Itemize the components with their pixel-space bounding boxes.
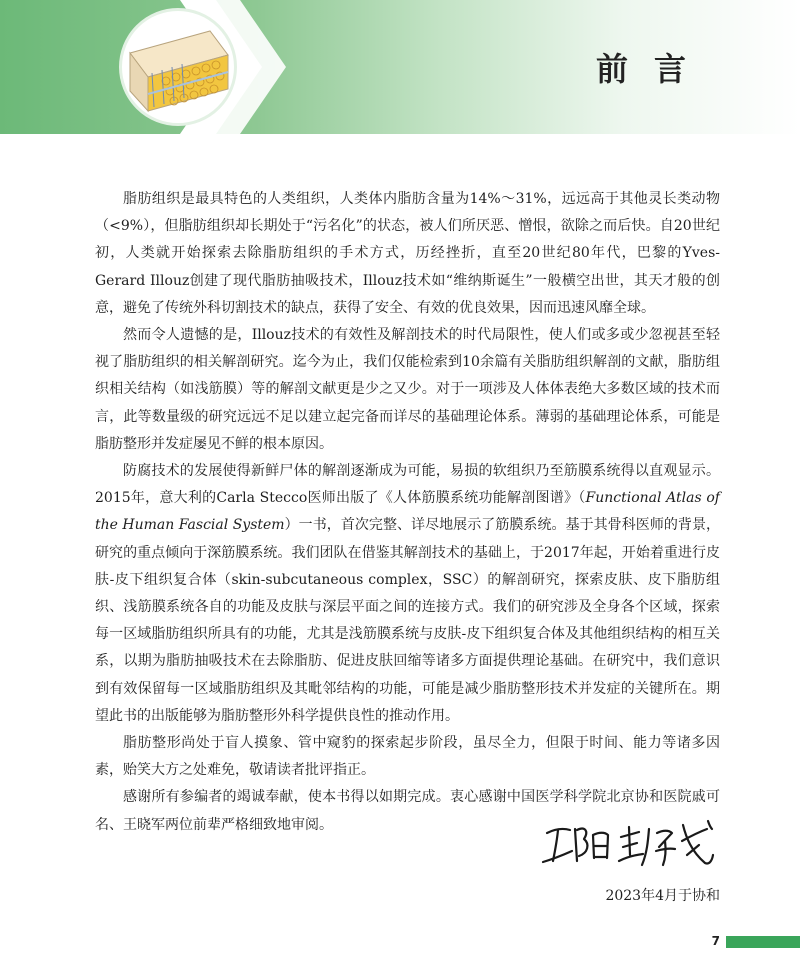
paragraph: 然而令人遗憾的是，Illouz技术的有效性及解剖技术的时代局限性，使人们或多或少忽视甚至轻视了脂肪组织的相关解剖研究。迄今为止，我们仅能检索到10余篇有关脂肪组织解剖的文献，脂肪组织相关结构（如浅筋膜）等的解剖文献更是少之又少。对于一项涉及人体体表绝大多数区域的技术而言，此等数量级的研究远远不足以建立起完备而详尽的基础理论体系。薄弱的基础理论体系，可能是脂肪整形并发症屡见不鲜的根本原因。 <box>95 327 720 452</box>
header-banner <box>0 0 800 134</box>
paragraph <box>95 458 720 730</box>
page-number-bar <box>726 936 800 948</box>
handwritten-signature-icon <box>537 815 722 877</box>
skin-tissue-cross-section-icon <box>119 8 237 126</box>
preface-body <box>95 186 720 839</box>
paragraph: 感谢所有参编者的竭诚奉献，使本书得以如期完成。衷心感谢中国医学科学院北京协和医院戚可名、王晓军两位前辈严格细致地审阅。 <box>95 789 720 833</box>
page-number: 7 <box>711 934 720 948</box>
paragraph-text: ）一书，首次完整、详尽地展示了筋膜系统。基于其骨科医师的背景，研究的重点倾向于深筋膜系统。我们团队在借鉴其解剖技术的基础上，于2017年起，开始着重进行皮肤-皮下组织复合体（skin-subcutaneous complex，SSC）的解剖研究，探索皮肤、皮下脂肪组织、浅筋膜系统各自的功能及皮肤与深层平面之间的连接方式。我们的研究涉及全身各个区域，探索每一区域脂肪组织所具有的功能，尤其是浅筋膜系统与皮肤-皮下组织复合体及其他组织结构的相互关系，以期为脂肪抽吸技术在去除脂肪、促进皮肤回缩等诸多方面提供理论基础。在研究中，我们意识到有效保留每一区域脂肪组织及其毗邻结构的功能，可能是减少脂肪整形技术并发症的关键所在。期望此书的出版能够为脂肪整形外科学提供良性的推动作用。 <box>95 517 721 724</box>
paragraph: 脂肪整形尚处于盲人摸象、管中窥豹的探索起步阶段，虽尽全力，但限于时间、能力等诸多因素，贻笑大方之处难免，敬请读者批评指正。 <box>95 735 720 779</box>
date-line: 2023年4月于协和 <box>605 888 720 904</box>
book-title-english: Functional Atlas of the Human Fascial System <box>95 490 720 534</box>
paragraph-text: 防腐技术的发展使得新鲜尸体的解剖逐渐成为可能，易损的软组织乃至筋膜系统得以直观显示。2015年，意大利的Carla Stecco医师出版了《人体筋膜系统功能解剖图谱》（ <box>95 463 720 507</box>
paragraph: 脂肪组织是最具特色的人类组织，人类体内脂肪含量为14%～31%，远远高于其他灵长类动物（<9%），但脂肪组织却长期处于“污名化”的状态，被人们所厌恶、憎恨，欲除之而后快。自20世纪初，人类就开始探索去除脂肪组织的手术方式，历经挫折，直至20世纪80年代，巴黎的Yves-Gerard Illouz创建了现代脂肪抽吸技术，Illouz技术如“维纳斯诞生”一般横空出世，其天才般的创意，避免了传统外科切割技术的缺点，获得了安全、有效的优良效果，因而迅速风靡全球。 <box>95 191 720 316</box>
page-title: 前言 <box>596 50 713 88</box>
